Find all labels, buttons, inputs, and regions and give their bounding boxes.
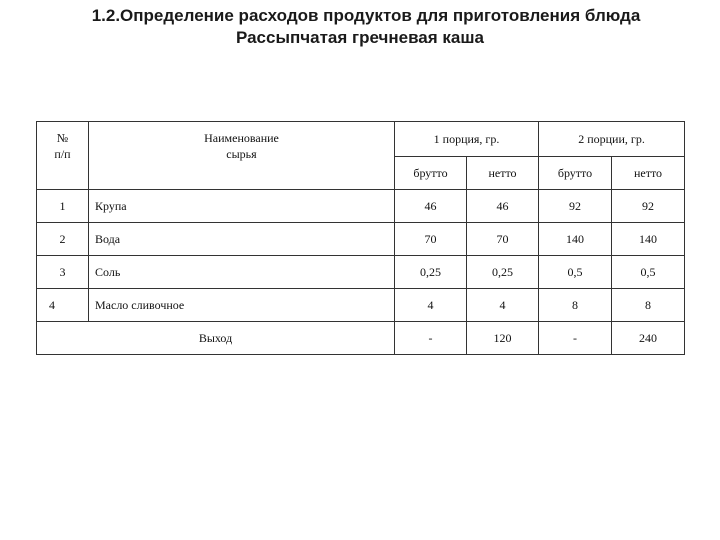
table-row <box>37 223 685 256</box>
brutto-two-portions: 140 <box>539 223 612 256</box>
brutto-two-portions: 0,5 <box>539 256 612 289</box>
table-row <box>37 256 685 289</box>
header-one-portion: 1 порция, гр. <box>395 122 539 157</box>
ingredient-name: Соль <box>89 256 395 289</box>
ingredients-table <box>36 121 685 355</box>
netto-one-portion: 70 <box>467 223 539 256</box>
netto-one-portion: 4 <box>467 289 539 322</box>
dish-name: Рассыпчатая гречневая каша <box>235 28 484 47</box>
document-title: 1.2.Определение расходов продуктов для приготовления блюда <box>91 6 641 25</box>
header-netto-2: нетто <box>612 157 685 190</box>
header-number <box>37 122 89 190</box>
table-header-row <box>37 122 685 157</box>
ingredient-name: Масло сливочное <box>89 289 395 322</box>
total-brutto-two-portions: - <box>539 322 612 355</box>
total-netto-one-portion: 120 <box>467 322 539 355</box>
netto-two-portions: 140 <box>612 223 685 256</box>
brutto-two-portions: 8 <box>539 289 612 322</box>
brutto-two-portions: 92 <box>539 190 612 223</box>
brutto-one-portion: 46 <box>395 190 467 223</box>
header-two-portions: 2 порции, гр. <box>539 122 685 157</box>
netto-one-portion: 46 <box>467 190 539 223</box>
header-brutto-2: брутто <box>539 157 612 190</box>
header-number-abbr: п/п <box>54 147 71 161</box>
table-row <box>37 190 685 223</box>
total-label: Выход <box>37 322 395 355</box>
header-name-line2: сырья <box>226 147 257 161</box>
total-brutto-one-portion: - <box>395 322 467 355</box>
brutto-one-portion: 4 <box>395 289 467 322</box>
netto-one-portion: 0,25 <box>467 256 539 289</box>
ingredient-name: Крупа <box>89 190 395 223</box>
row-number: 3 <box>37 256 89 289</box>
netto-two-portions: 92 <box>612 190 685 223</box>
header-ingredient-name <box>89 122 395 190</box>
netto-two-portions: 8 <box>612 289 685 322</box>
brutto-one-portion: 70 <box>395 223 467 256</box>
header-netto-1: нетто <box>467 157 539 190</box>
row-number: 4 <box>37 289 89 322</box>
netto-two-portions: 0,5 <box>612 256 685 289</box>
total-row <box>37 322 685 355</box>
header-name-line1: Наименование <box>204 131 279 145</box>
table-row <box>37 289 685 322</box>
header-brutto-1: брутто <box>395 157 467 190</box>
row-number: 1 <box>37 190 89 223</box>
total-netto-two-portions: 240 <box>612 322 685 355</box>
header-number-symbol: № <box>56 131 69 145</box>
ingredient-name: Вода <box>89 223 395 256</box>
row-number: 2 <box>37 223 89 256</box>
brutto-one-portion: 0,25 <box>395 256 467 289</box>
